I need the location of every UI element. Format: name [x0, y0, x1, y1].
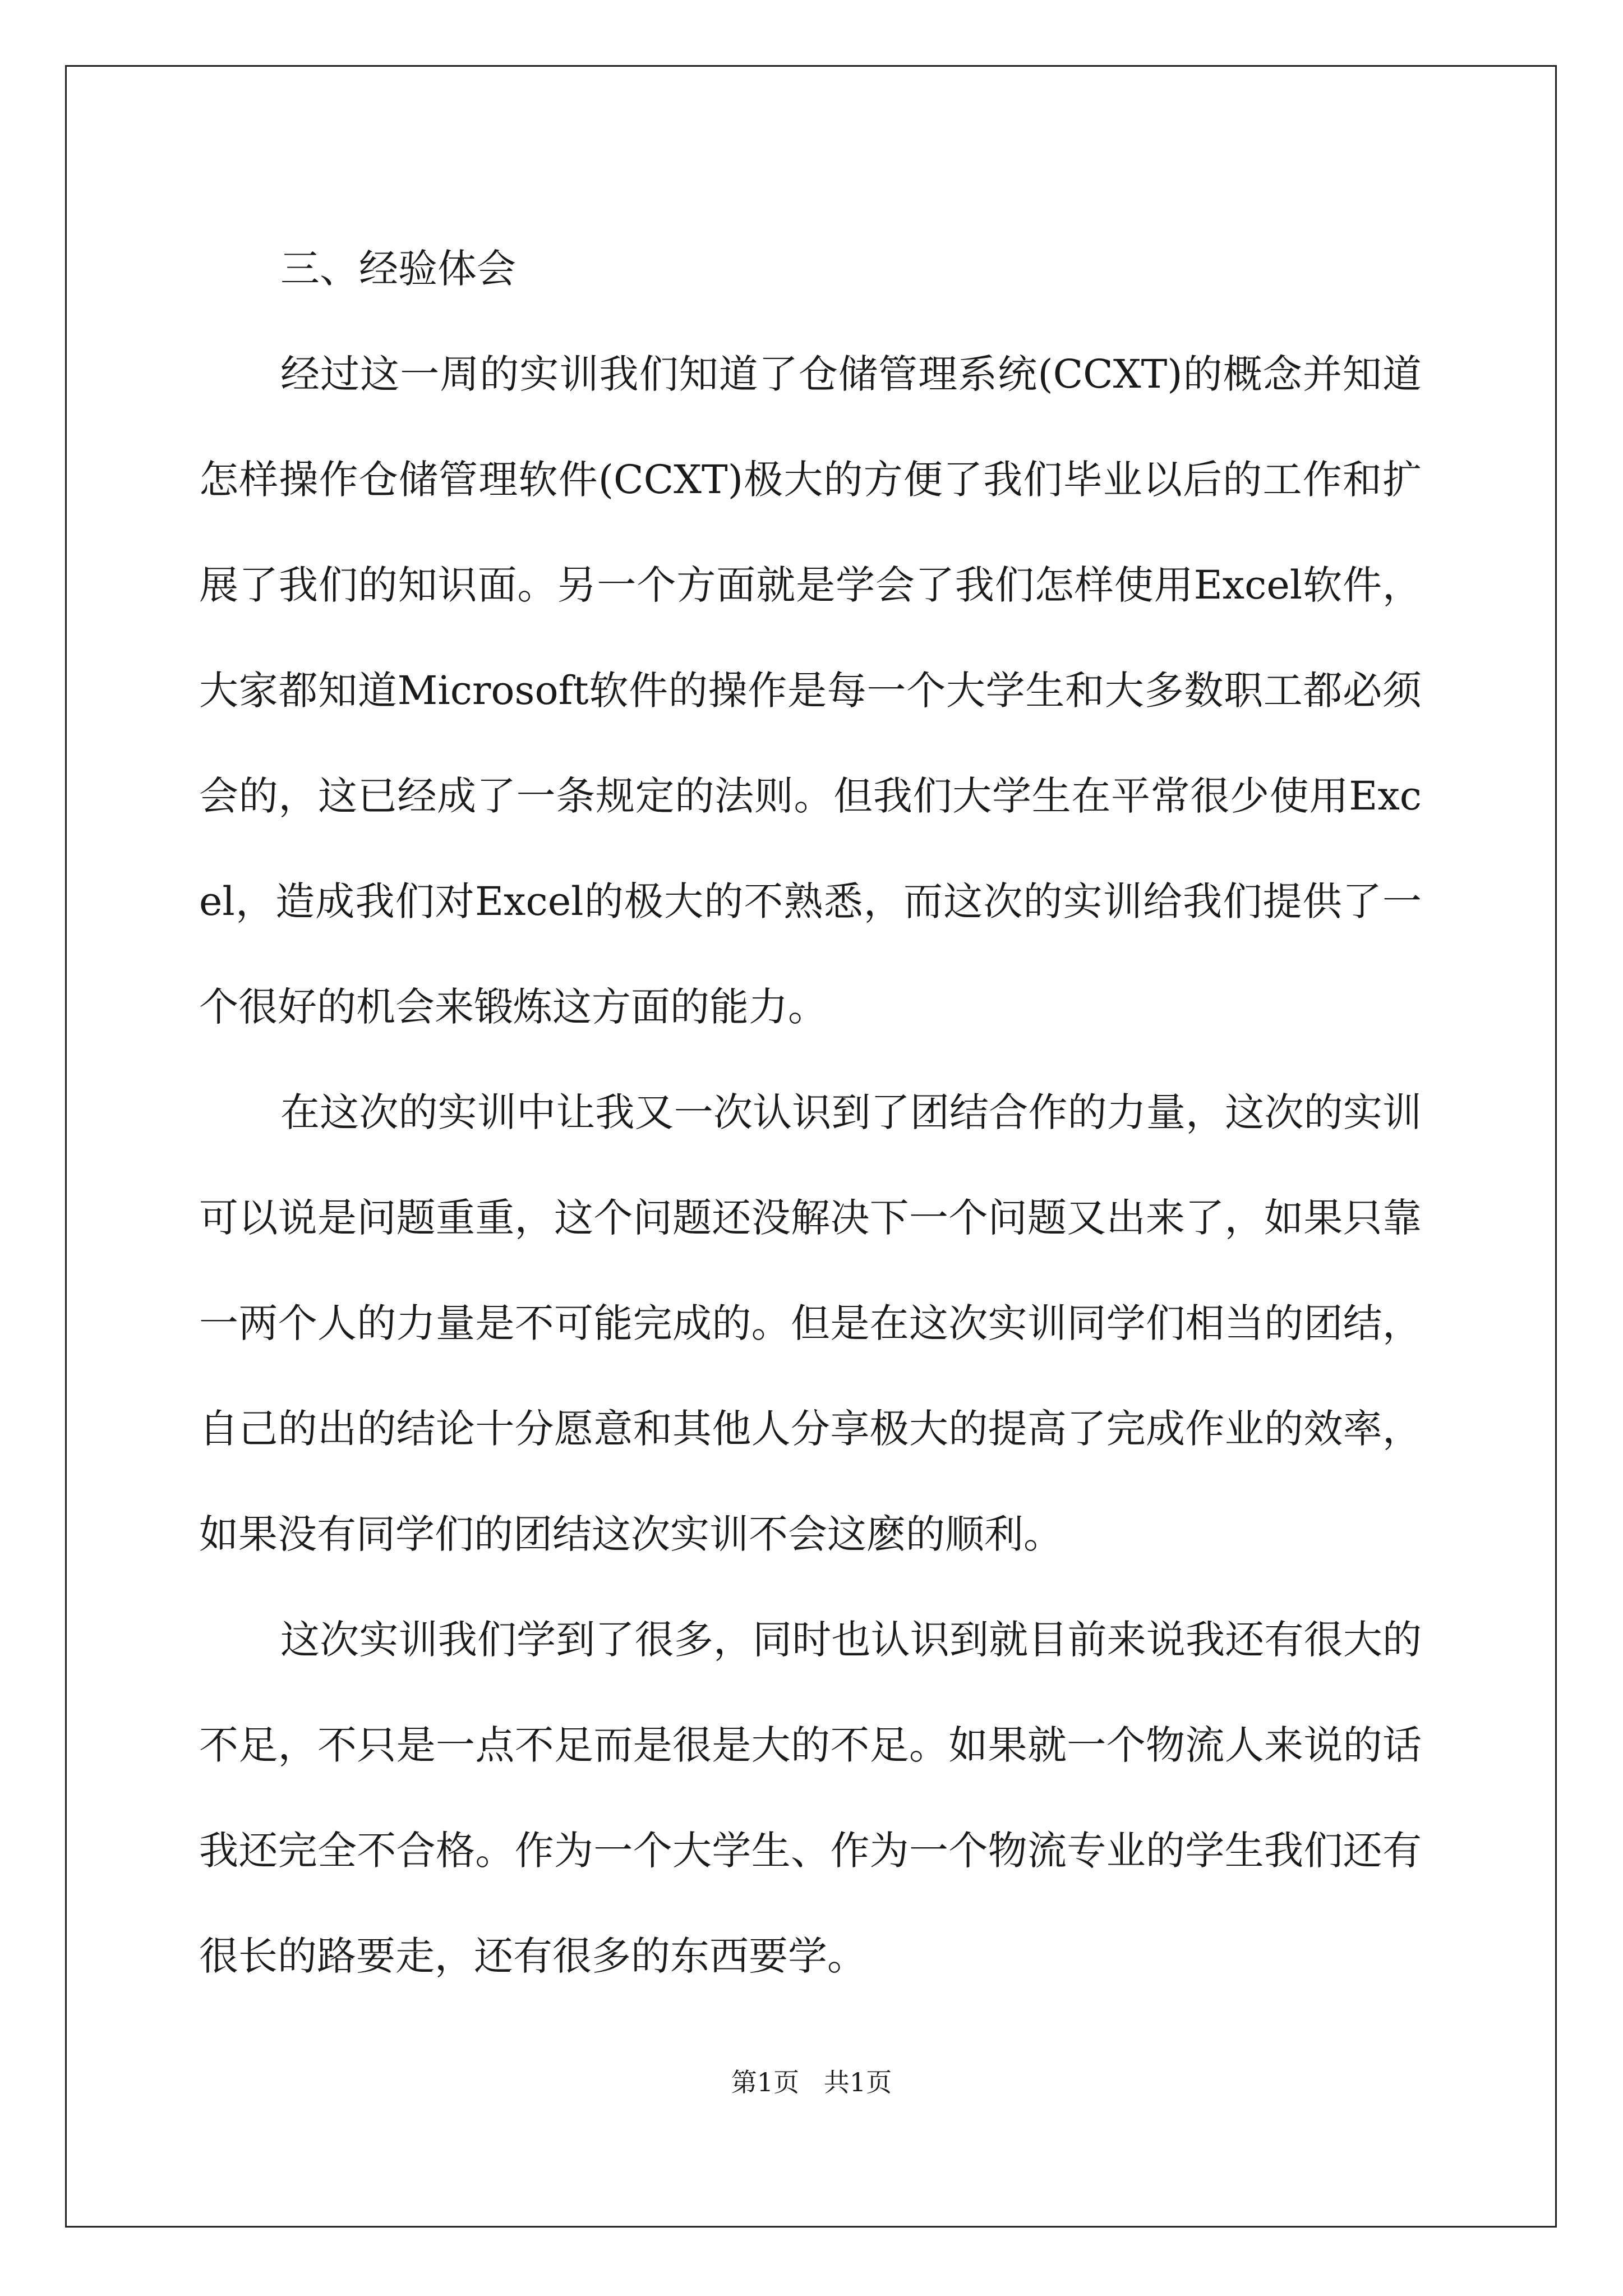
- document-body: [199, 216, 1422, 2009]
- paragraph-2: 在这次的实训中让我又一次认识到了团结合作的力量，这次的实训可以说是问题重重，这个问题还没解决下一个问题又出来了，如果只靠一两个人的力量是不可能完成的。但是在这次实训同学们相当的团结，自己的出的结论十分愿意和其他人分享极大的提高了完成作业的效率，如果没有同学们的团结这次实训不会这麽的顺利。: [199, 1089, 1422, 1557]
- paragraph-3: 这次实训我们学到了很多，同时也认识到就目前来说我还有很大的不足，不只是一点不足而是很是大的不足。如果就一个物流人来说的话我还完全不合格。作为一个大学生、作为一个物流专业的学生我们还有很长的路要走，还有很多的东西要学。: [199, 1617, 1422, 1979]
- section-heading: 三、经验体会: [280, 246, 516, 292]
- page-number-footer: 第1页 共1页: [731, 2067, 892, 2097]
- paragraph-1: 经过这一周的实训我们知道了仓储管理系统(CCXT)的概念并知道怎样操作仓储管理软件(CCXT)极大的方便了我们毕业以后的工作和扩展了我们的知识面。另一个方面就是学会了我们怎样使用Excel软件，大家都知道Microsoft软件的操作是每一个大学生和大多数职工都必须会的，这已经成了一条规定的法则。但我们大学生在平常很少使用Excel，造成我们对Excel的极大的不熟悉，而这次的实训给我们提供了一个很好的机会来锻炼这方面的能力。: [199, 351, 1422, 1030]
